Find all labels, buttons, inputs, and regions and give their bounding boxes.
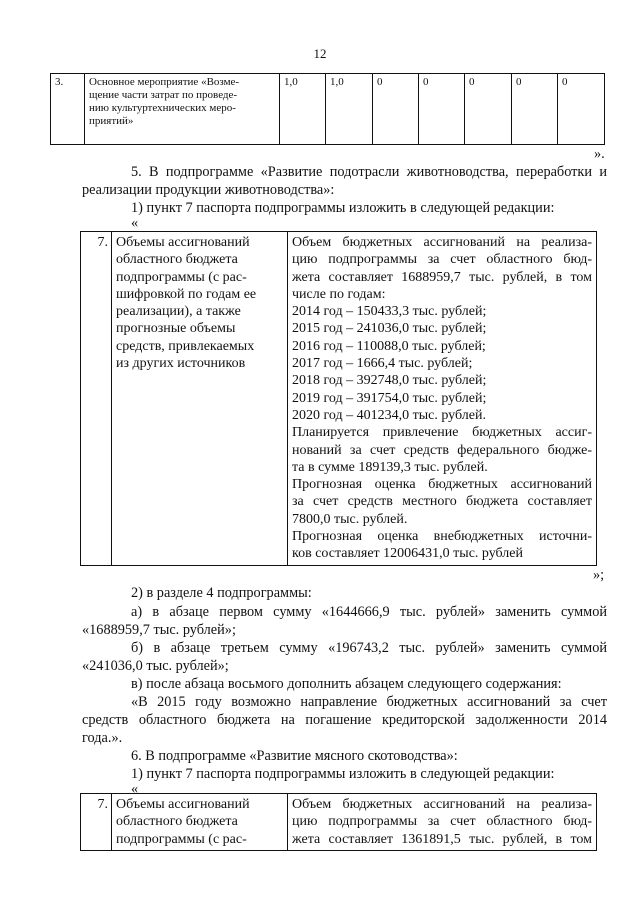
cell-line: жета составляет 1688959,7 тыс. рублей, в том	[292, 269, 592, 285]
cell-line: средств, привлекаемых	[116, 338, 255, 354]
cell-line: 2020 год – 401234,0 тыс. рублей.	[292, 407, 486, 423]
cell-line: Прогнозная оценка внебюджетных источни-	[292, 529, 592, 545]
opening-quote: «	[131, 215, 139, 231]
item-1-instruction: 1) пункт 7 паспорта подпрограммы изложить в следующей редакции:	[131, 200, 555, 216]
cell-line: та в сумме 189139,3 тыс. рублей.	[292, 459, 488, 475]
cell-line: Прогнозная оценка бюджетных ассигнований	[292, 477, 592, 493]
cell-line: из других источников	[116, 356, 246, 372]
cell-line: за счет средств местного бюджета составляет	[292, 494, 592, 510]
left-cell	[112, 232, 288, 566]
row-number: 7.	[81, 794, 112, 851]
item-2: 2) в разделе 4 подпрограммы:	[131, 585, 312, 601]
paragraph-6: 6. В подпрограмме «Развитие мясного скотоводства»:	[131, 748, 458, 764]
item-1-instruction: 1) пункт 7 паспорта подпрограммы изложить в следующей редакции:	[131, 766, 555, 782]
closing-quote: »;	[593, 567, 605, 583]
table-row	[81, 232, 597, 566]
cell-line: 2016 год – 110088,0 тыс. рублей;	[292, 338, 486, 354]
table-row	[51, 74, 605, 145]
paragraph-5-line2: реализации продукции животноводства»:	[82, 182, 335, 198]
item-2b-line1: б) в абзаце третьем сумму «196743,2 тыс. рублей» заменить суммой	[131, 640, 607, 656]
cell-line: подпрограммы (с рас-	[116, 831, 247, 847]
left-cell	[112, 794, 288, 851]
cell-line: Планируется привлечение бюджетных ассиг-	[292, 425, 592, 441]
activity-name: Основное мероприятие «Возме- щение части затрат по проведе- нию культуртехнических меро- приятий»	[85, 74, 280, 145]
item-2c: в) после абзаца восьмого дополнить абзацем следующего содержания:	[131, 676, 562, 692]
cell-line: Объем бюджетных ассигнований на реализа-	[292, 235, 592, 250]
row-number: 7.	[81, 232, 112, 566]
cell-line: 2015 год – 241036,0 тыс. рублей;	[292, 321, 487, 337]
opening-quote: «	[131, 781, 139, 797]
paragraph-5-line1: 5. В подпрограмме «Развитие подотрасли животноводства, переработки и	[131, 164, 607, 180]
cell-line: Объемы ассигнований	[116, 797, 250, 812]
item-2a-line2: «1688959,7 тыс. рублей»;	[82, 622, 236, 638]
funding-table-row3	[50, 73, 605, 145]
cell-line: 2017 год – 1666,4 тыс. рублей;	[292, 356, 473, 372]
cell-line: 2014 год – 150433,3 тыс. рублей;	[292, 304, 487, 320]
table-cell: 1,0	[326, 74, 373, 145]
passport-table-meat	[80, 793, 597, 851]
right-cell	[288, 232, 597, 566]
item-2a-line1: а) в абзаце первом сумму «1644666,9 тыс. рублей» заменить суммой	[131, 604, 607, 620]
cell-line: областного бюджета	[116, 814, 238, 830]
quote-line1: «В 2015 году возможно направление бюджетных ассигнований за счет	[131, 694, 607, 710]
table-cell: 0	[419, 74, 465, 145]
right-cell	[288, 794, 597, 851]
cell-line: цию подпрограммы за счет областного бюд-	[292, 252, 592, 268]
closing-quote: ».	[594, 146, 605, 162]
table-cell: 0	[373, 74, 419, 145]
cell-line: 7800,0 тыс. рублей.	[292, 511, 408, 527]
cell-line: реализации), а также	[116, 304, 241, 320]
table-cell: 1,0	[280, 74, 326, 145]
table-cell: 0	[512, 74, 558, 145]
cell-line: ков составляет 12006431,0 тыс. рублей	[292, 546, 523, 562]
cell-line: 2018 год – 392748,0 тыс. рублей;	[292, 373, 487, 389]
item-2b-line2: «241036,0 тыс. рублей»;	[82, 658, 229, 674]
page-number: 12	[313, 46, 327, 61]
table-row	[81, 794, 597, 851]
cell-line: числе по годам:	[292, 286, 386, 302]
cell-line: подпрограммы (с рас-	[116, 269, 247, 285]
passport-table	[80, 231, 597, 566]
cell-line: Объемы ассигнований	[116, 235, 250, 250]
cell-line: прогнозные объемы	[116, 321, 236, 337]
cell-line: Объем бюджетных ассигнований на реализа-	[292, 797, 592, 812]
cell-line: цию подпрограммы за счет областного бюд-	[292, 814, 592, 830]
table-cell: 0	[465, 74, 512, 145]
quote-line3: года.».	[82, 730, 123, 746]
cell-line: 2019 год – 391754,0 тыс. рублей;	[292, 390, 487, 406]
cell-line: нований за счет средств федерального бюдже-	[292, 442, 592, 458]
cell-line: шифровкой по годам ее	[116, 286, 257, 302]
cell-line: областного бюджета	[116, 252, 238, 268]
table-cell: 0	[558, 74, 605, 145]
quote-line2: средств областного бюджета на погашение кредиторской задолженности 2014	[82, 712, 607, 728]
cell-line: жета составляет 1361891,5 тыс. рублей, в том	[292, 831, 592, 847]
row-number: 3.	[51, 74, 85, 145]
